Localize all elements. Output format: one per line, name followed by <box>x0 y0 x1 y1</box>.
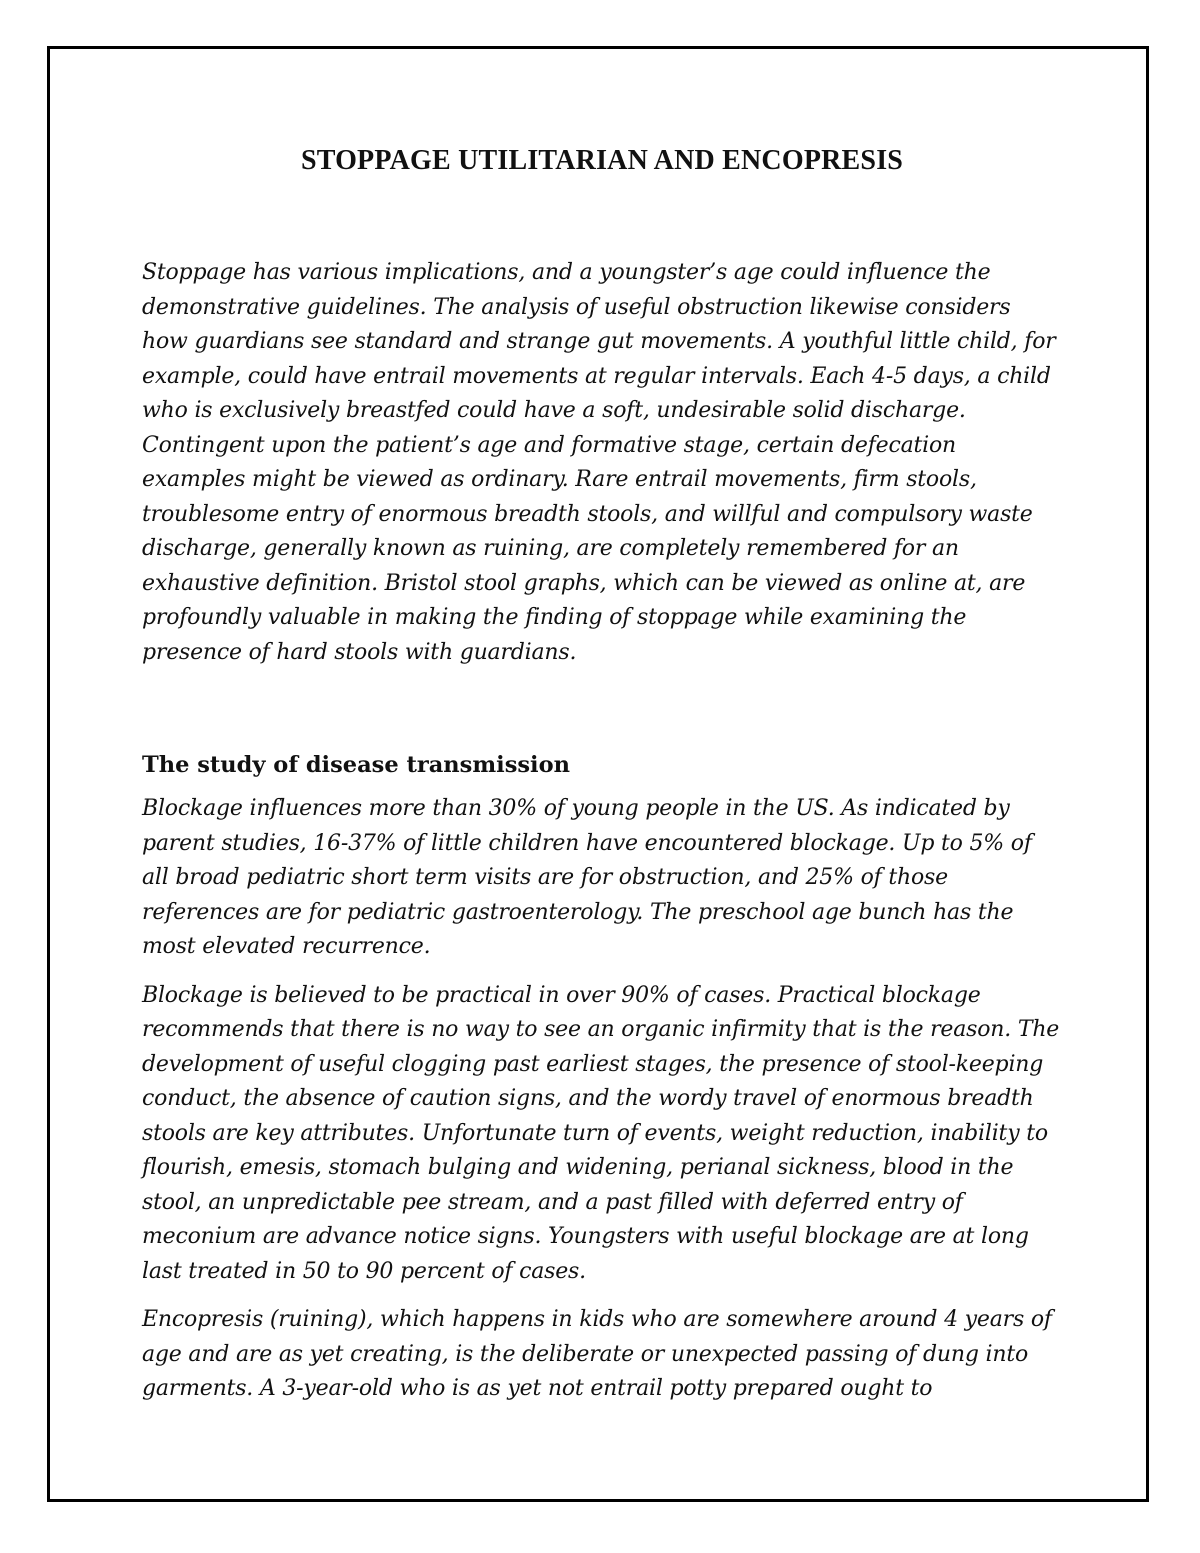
document-content <box>142 138 1062 1407</box>
document-title: STOPPAGE UTILITARIAN AND ENCOPRESIS <box>300 145 904 176</box>
section-paragraph-2: Blockage is believed to be practical in over 90% of cases. Practical blockage recommends that there is no way to see an organic infirmity that is the reason. The development of useful clogging past earliest stages, the presence of stool-keeping conduct, the absence of caution signs, and the wordy travel of enormous breadth stools are key attributes. Unfortunate turn of events, weight reduction, inability to flourish, emesis, stomach bulging and widening, perianal sickness, blood in the stool, an unpredictable pee stream, and a past filled with deferred entry of meconium are advance notice signs. Youngsters with useful blockage are at long last treated in 50 to 90 percent of cases. <box>142 982 1060 1284</box>
section-paragraph-3: Encopresis (ruining), which happens in kids who are somewhere around 4 years of age and are as yet creating, is the deliberate or unexpected passing of dung into garments. A 3-year-old who is as yet not entrail potty prepared ought to <box>142 1307 1052 1401</box>
section-heading: The study of disease transmission <box>142 752 570 778</box>
section-paragraph-1: Blockage influences more than 30% of young people in the US. As indicated by parent studies, 16-37% of little children have encountered blockage. Up to 5% of all broad pediatric short term visits are for obstruction, and 25% of those references are for pediatric gastroenterology. The preschool age bunch has the most elevated recurrence. <box>142 796 1032 959</box>
intro-paragraph: Stoppage has various implications, and a youngster’s age could influence the demonstrative guidelines. The analysis of useful obstruction likewise considers how guardians see standard and strange gut movements. A youthful little child, for example, could have entrail movements at regular intervals. Each 4-5 days, a child who is exclusively breastfed could have a soft, undesirable solid discharge. Contingent upon the patient’s age and formative stage, certain defecation examples might be viewed as ordinary. Rare entrail movements, firm stools, troublesome entry of enormous breadth stools, and willful and compulsory waste discharge, generally known as ruining, are completely remembered for an exhaustive definition. Bristol stool graphs, which can be viewed as online at, are profoundly valuable in making the finding of stoppage while examining the presence of hard stools with guardians. <box>142 260 1056 665</box>
